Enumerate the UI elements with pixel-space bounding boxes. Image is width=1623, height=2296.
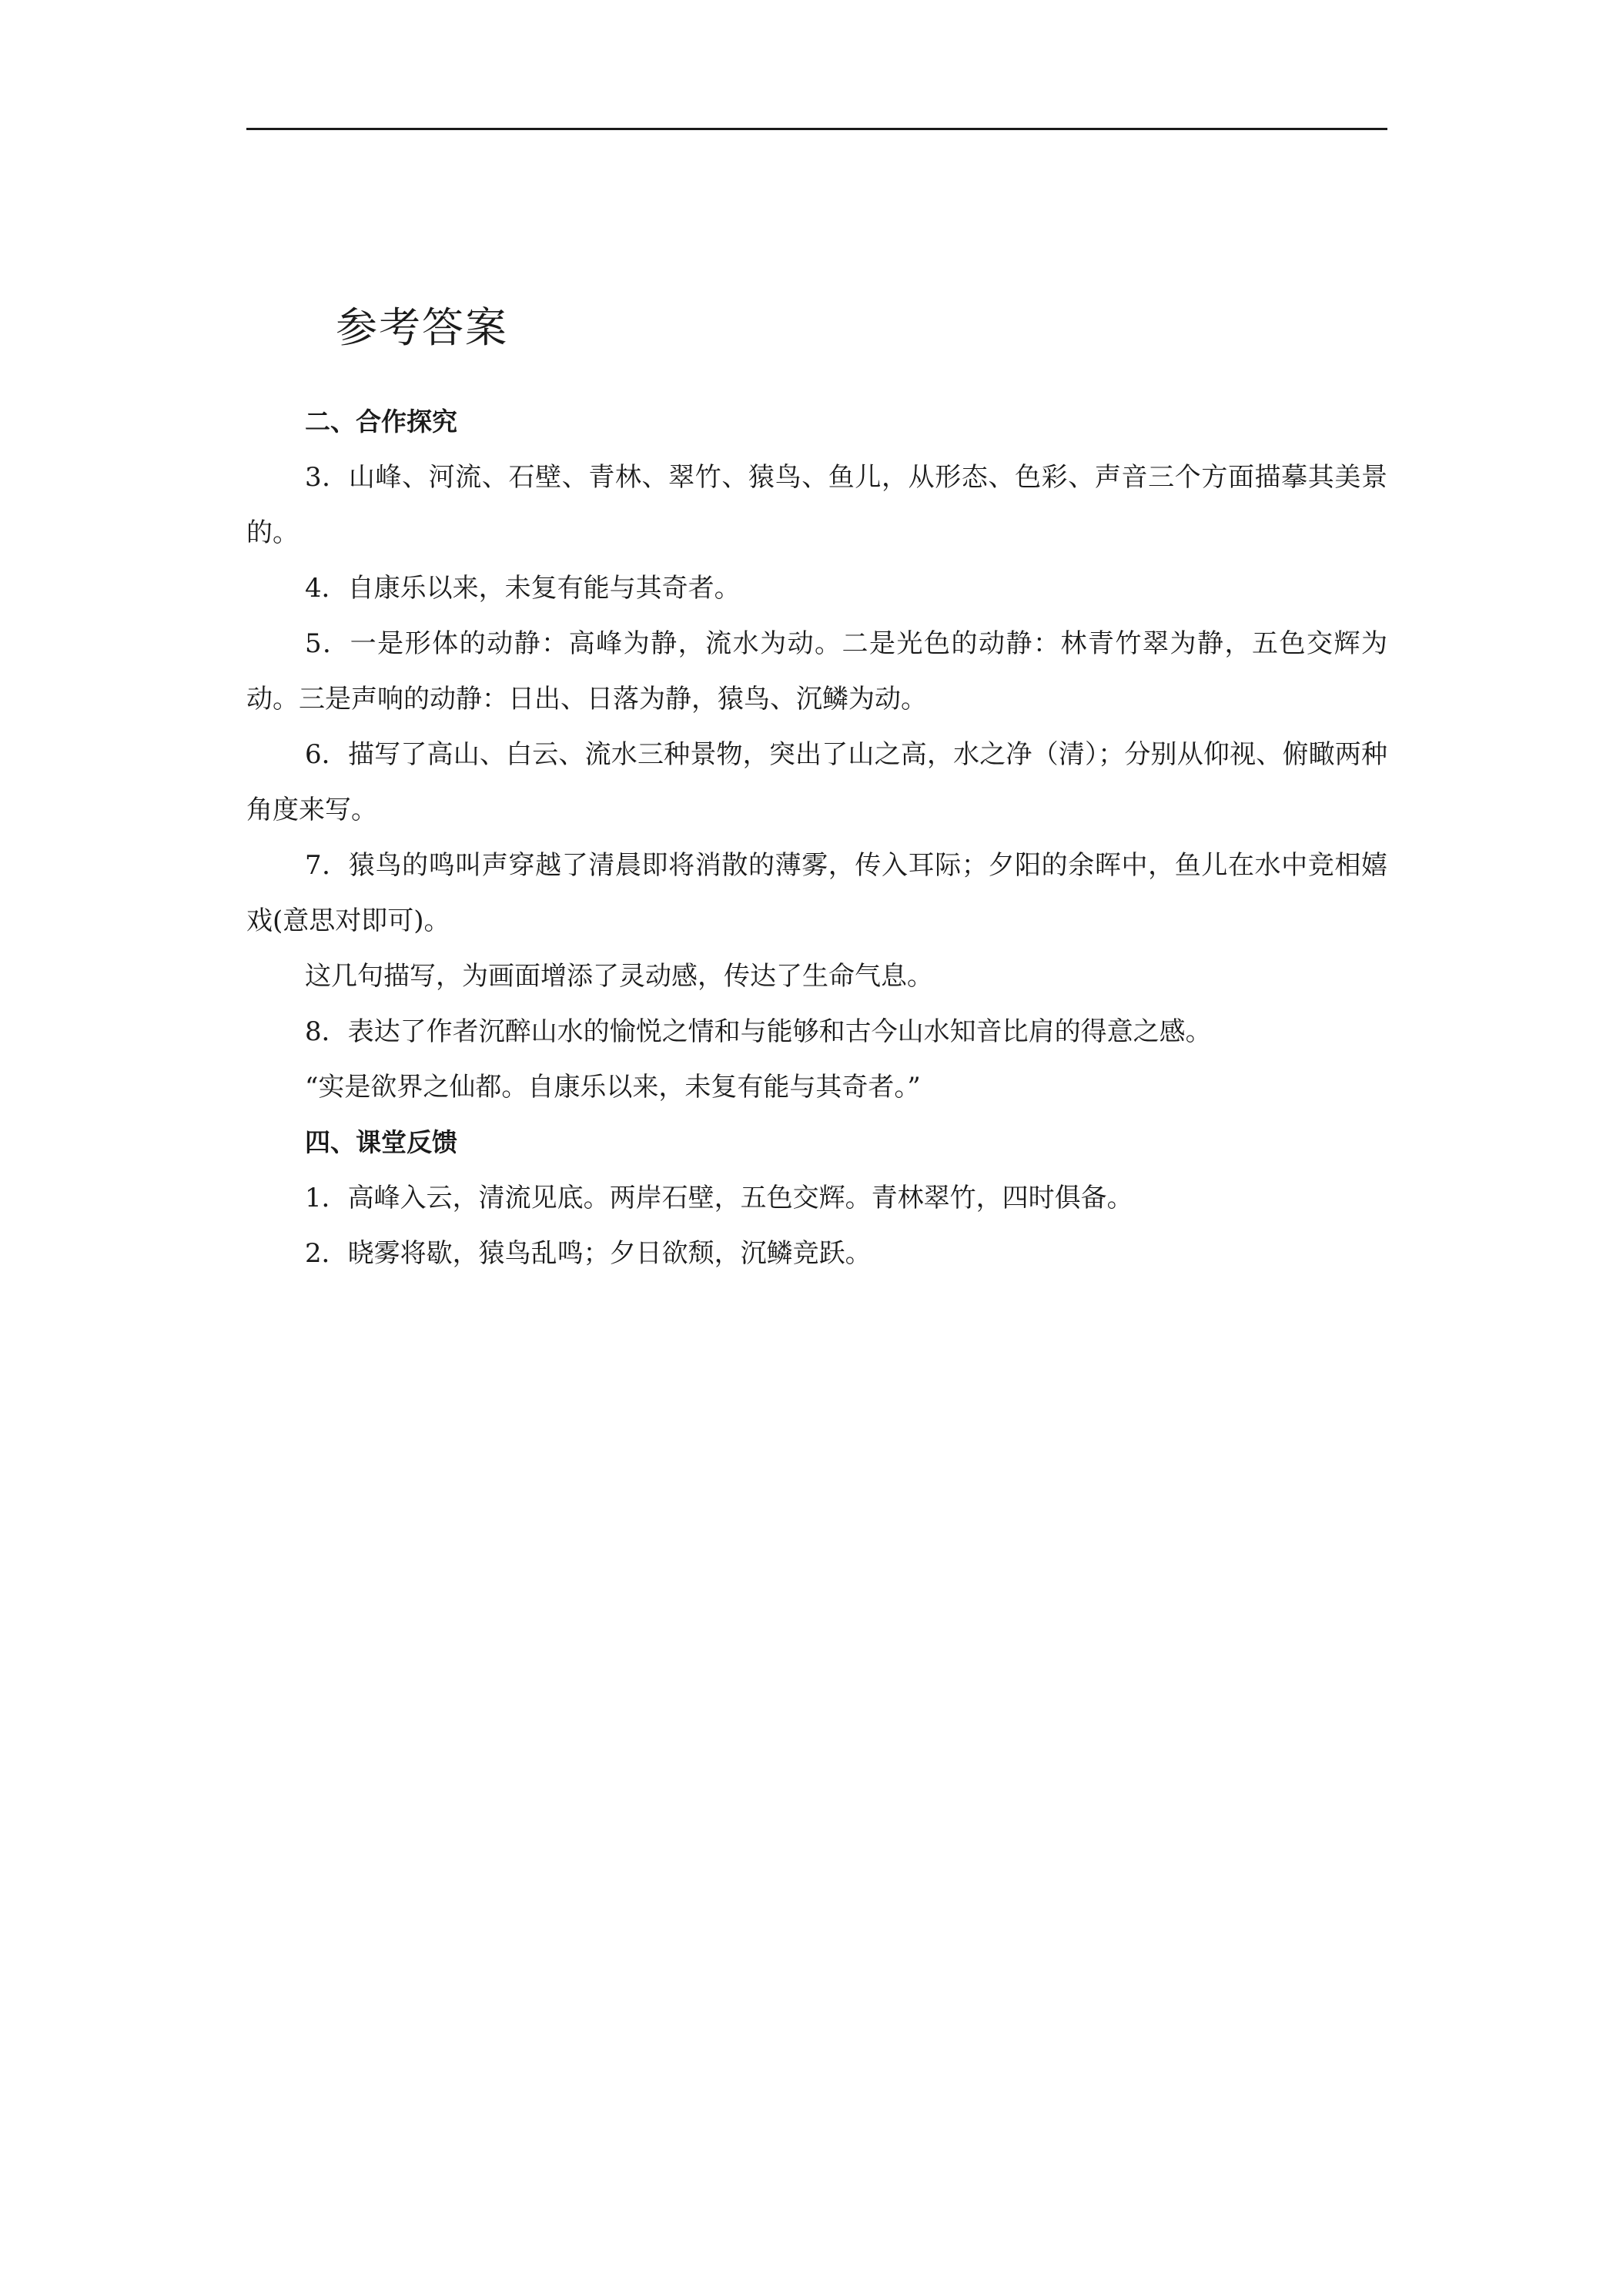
answer-paragraph: 6．描写了高山、白云、流水三种景物，突出了山之高，水之净（清）；分别从仰视、俯瞰两种角度来写。 bbox=[246, 739, 1387, 825]
answer-paragraph: 2．晓雾将歇，猿鸟乱鸣；夕日欲颓，沉鳞竞跃。 bbox=[305, 1238, 872, 1269]
answer-paragraph: 这几句描写，为画面增添了灵动感，传达了生命气息。 bbox=[305, 961, 933, 992]
section-heading: 四、课堂反馈 bbox=[305, 1127, 457, 1157]
answer-paragraph: 5．一是形体的动静：高峰为静，流水为动。二是光色的动静：林青竹翠为静，五色交辉为动。三是声响的动静：日出、日落为静，猿鸟、沉鳞为动。 bbox=[246, 628, 1387, 715]
answer-paragraph: 7．猿鸟的鸣叫声穿越了清晨即将消散的薄雾，传入耳际；夕阳的余晖中，鱼儿在水中竞相嬉戏(意思对即可)。 bbox=[246, 850, 1387, 936]
answer-paragraph: “实是欲界之仙都。自康乐以来，未复有能与其奇者。” bbox=[305, 1072, 921, 1103]
section-heading: 二、合作探究 bbox=[305, 407, 457, 437]
document-body bbox=[246, 293, 1387, 1281]
section-classroom-feedback bbox=[246, 1115, 1387, 1281]
section-cooperative-inquiry bbox=[246, 394, 1387, 1115]
answer-paragraph: 3．山峰、河流、石壁、青林、翠竹、猿鸟、鱼儿，从形态、色彩、声音三个方面描摹其美景的。 bbox=[246, 462, 1387, 548]
answer-paragraph: 1．高峰入云，清流见底。两岸石壁，五色交辉。青林翠竹，四时俱备。 bbox=[305, 1183, 1133, 1213]
answer-paragraph: 4．自康乐以来，未复有能与其奇者。 bbox=[305, 573, 741, 604]
page-title: 参考答案 bbox=[336, 303, 508, 352]
header-rule bbox=[246, 128, 1387, 130]
answer-paragraph: 8．表达了作者沉醉山水的愉悦之情和与能够和古今山水知音比肩的得意之感。 bbox=[305, 1016, 1212, 1047]
